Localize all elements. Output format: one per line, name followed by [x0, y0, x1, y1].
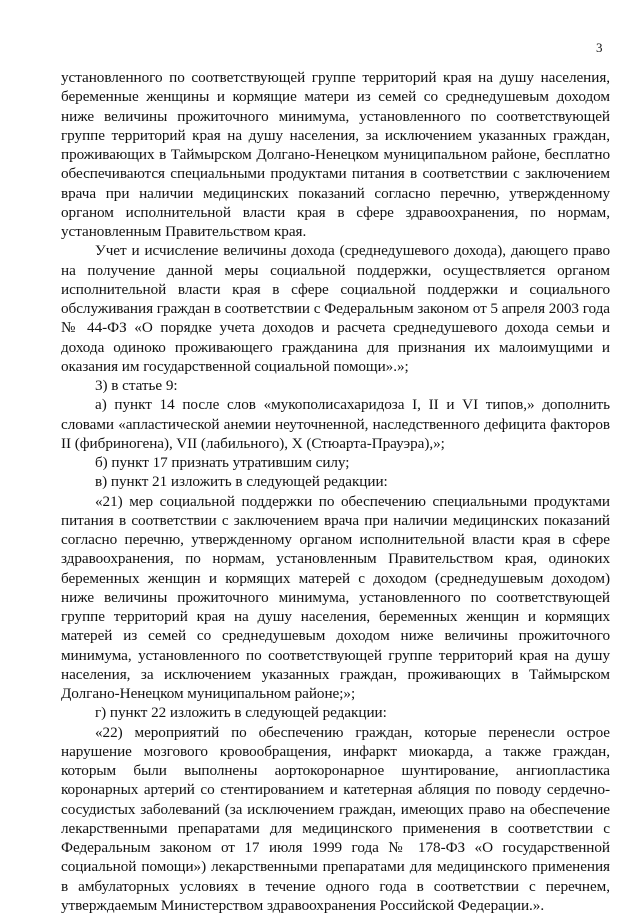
paragraph-continuation: установленного по соответствующей группе территорий края на душу населения, беременные женщины и кормящие матери из семей со среднедушевым доходом ниже величины прожиточного минимума, установленного по соответствующей группе территорий края на душу населения, за исключением указанных граждан, проживающих в Таймырском Долгано-Ненецком муниципальном районе, бесплатно обеспечиваются специальными продуктами питания в соответствии с заключением врача при наличии медицинских показаний согласно перечню, утвержденному органом исполнительной власти края в сфере здравоохранения, по нормам, установленным Правительством края.: [61, 68, 610, 241]
paragraph-point-22: «22) мероприятий по обеспечению граждан, которые перенесли острое нарушение мозгового кровообращения, инфаркт миокарда, а также граждан, которым были выполнены аортокоронарное шунтирование, ангиопластика коронарных артерий со стентированием и катетерная абляция по поводу сердечно-сосудистых заболеваний (за исключением граждан, имеющих право на обеспечение лекарственными препаратами для медицинского применения в соответствии с Федеральным законом от 17 июля 1999 года № 178-ФЗ «О государственной социальной помощи») лекарственными препаратами для медицинского применения в амбулаторных условиях в течение одного года в соответствии с перечнем, утверждаемым Министерством здравоохранения Российской Федерации.».: [61, 723, 610, 915]
paragraph-item-b: б) пункт 17 признать утратившим силу;: [61, 453, 610, 472]
paragraph-income-calculation: Учет и исчисление величины дохода (среднедушевого дохода), дающего право на получение данной меры социальной поддержки, осуществляется органом исполнительной власти края в сфере социальной поддержки и социального обслуживания граждан в соответствии с Федеральным законом от 5 апреля 2003 года № 44-ФЗ «О порядке учета доходов и расчета среднедушевого дохода семьи и дохода одиноко проживающего гражданина для признания их малоимущими и оказания им государственной социальной помощи».»;: [61, 241, 610, 376]
paragraph-item-g: г) пункт 22 изложить в следующей редакции:: [61, 703, 610, 722]
paragraph-article-9: 3) в статье 9:: [61, 376, 610, 395]
paragraph-item-v: в) пункт 21 изложить в следующей редакции:: [61, 472, 610, 491]
page-number: 3: [596, 40, 603, 56]
document-body: [61, 68, 610, 915]
paragraph-item-a: а) пункт 14 после слов «мукополисахаридоза I, II и VI типов,» дополнить словами «апластической анемии неуточненной, наследственного дефицита факторов II (фибриногена), VII (лабильного), X (Стюарта-Прауэра),»;: [61, 395, 610, 453]
paragraph-point-21: «21) мер социальной поддержки по обеспечению специальными продуктами питания в соответствии с заключением врача при наличии медицинских показаний согласно перечню, утвержденному органом исполнительной власти края в сфере здравоохранения, по нормам, установленным Правительством края, одиноких беременных женщин и кормящих матерей с доходом (среднедушевым доходом) ниже величины прожиточного минимума, установленного по соответствующей группе территорий края на душу населения, беременных женщин и кормящих матерей из семей со среднедушевым доходом ниже величины прожиточного минимума, установленного по соответствующей группе территорий края на душу населения, за исключением указанных граждан, проживающих в Таймырском Долгано-Ненецком муниципальном районе;»;: [61, 492, 610, 704]
